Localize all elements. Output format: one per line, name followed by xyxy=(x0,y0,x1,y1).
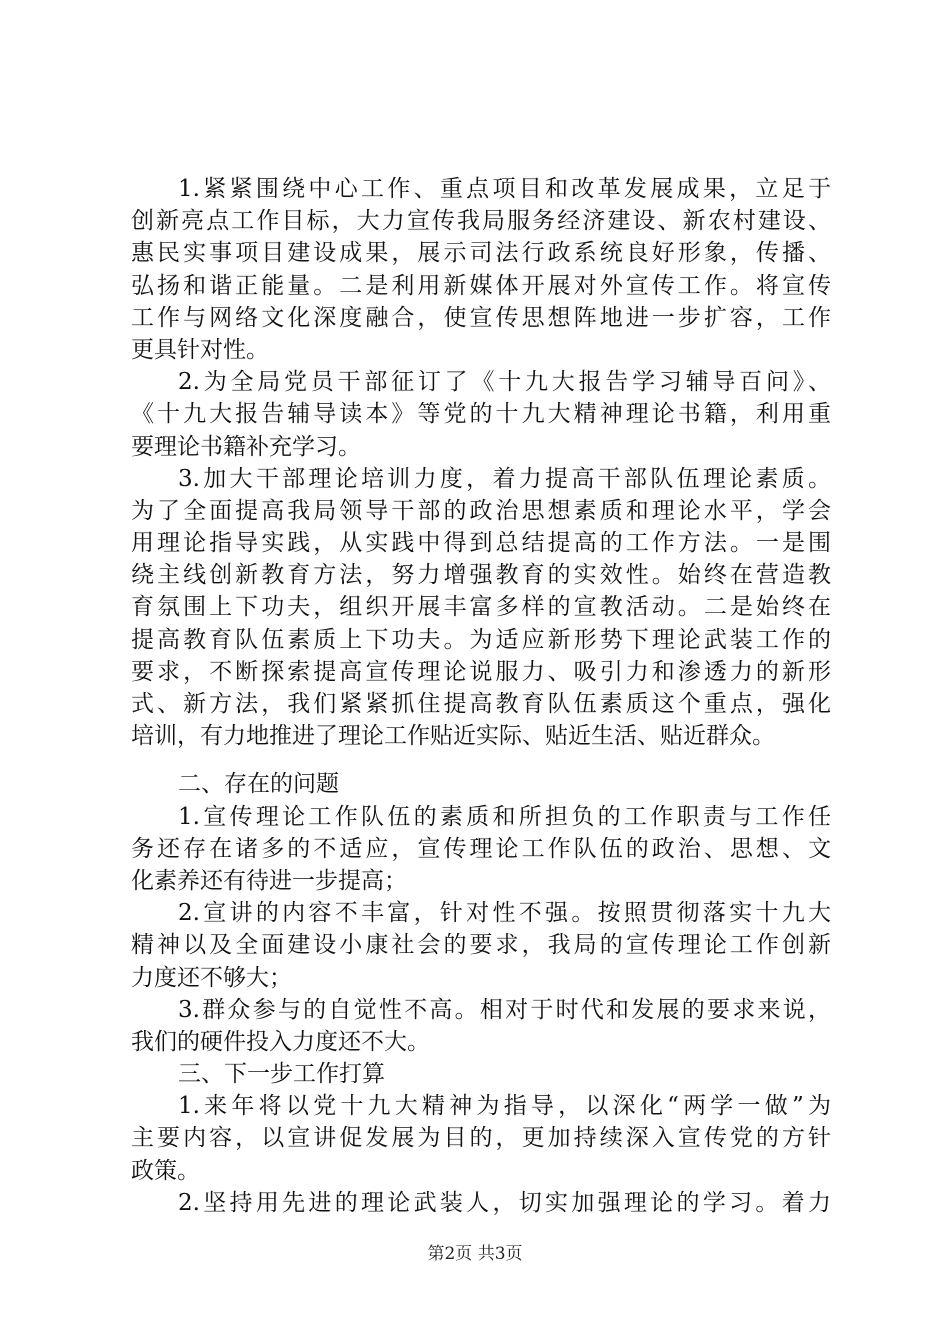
text-line: 工作与网络文化深度融合，使宣传思想阵地进一步扩容，工作 xyxy=(131,304,831,331)
section-heading: 三、下一步工作打算 xyxy=(178,1061,385,1088)
section-heading: 二、存在的问题 xyxy=(178,771,339,798)
text-line: 1.来年将以党十九大精神为指导，以深化“两学一做”为 xyxy=(178,1093,831,1120)
paragraph xyxy=(131,173,831,366)
text-line: 为了全面提高我局领导干部的政治思想素质和理论水平，学会 xyxy=(131,497,831,524)
text-line: 用理论指导实践，从实践中得到总结提高的工作方法。一是围 xyxy=(131,530,831,557)
text-line: 政策。 xyxy=(131,1157,200,1184)
document-body xyxy=(131,173,831,1219)
text-line: 2.为全局党员干部征订了《十九大报告学习辅导百问》、 xyxy=(178,369,831,396)
text-line: 式、新方法，我们紧紧抓住提高教育队伍素质这个重点，强化 xyxy=(131,691,831,717)
text-line: 3.加大干部理论培训力度，着力提高干部队伍理论素质。 xyxy=(178,465,831,492)
text-line: 培训，有力地推进了理论工作贴近实际、贴近生活、贴近群众。 xyxy=(131,723,775,750)
text-line: 力度还不够大； xyxy=(131,964,292,991)
text-line: 主要内容，以宣讲促发展为目的，更加持续深入宣传党的方针 xyxy=(131,1125,831,1152)
text-line: 务还存在诸多的不适应，宣传理论工作队伍的政治、思想、文 xyxy=(131,835,831,862)
text-line: 《十九大报告辅导读本》等党的十九大精神理论书籍，利用重 xyxy=(131,401,831,428)
text-line: 2.宣讲的内容不丰富，针对性不强。按照贯彻落实十九大 xyxy=(178,900,831,927)
text-line: 育氛围上下功夫，组织开展丰富多样的宣教活动。二是始终在 xyxy=(131,594,831,621)
page-footer: 第2页 共3页 xyxy=(427,1244,523,1264)
text-line: 提高教育队伍素质上下功夫。为适应新形势下理论武装工作的 xyxy=(131,626,831,653)
paragraph xyxy=(131,897,831,994)
text-line: 精神以及全面建设小康社会的要求，我局的宣传理论工作创新 xyxy=(131,932,831,959)
paragraph xyxy=(131,1090,831,1187)
text-line: 绕主线创新教育方法，努力增强教育的实效性。始终在营造教 xyxy=(131,562,831,589)
section-spacer xyxy=(131,752,831,768)
text-line: 我们的硬件投入力度还不大。 xyxy=(131,1028,430,1055)
paragraph xyxy=(131,994,831,1058)
text-line: 创新亮点工作目标，大力宣传我局服务经济建设、新农村建设、 xyxy=(131,208,831,235)
paragraph xyxy=(131,366,831,463)
text-line: 更具针对性。 xyxy=(131,336,269,363)
paragraph xyxy=(131,801,831,898)
text-line: 化素养还有待进一步提高； xyxy=(131,867,407,894)
text-line: 弘扬和谐正能量。二是利用新媒体开展对外宣传工作。将宣传 xyxy=(131,272,831,299)
text-line: 2.坚持用先进的理论武装人，切实加强理论的学习。着力 xyxy=(178,1189,831,1216)
text-line: 惠民实事项目建设成果，展示司法行政系统良好形象，传播、 xyxy=(131,240,831,267)
paragraph xyxy=(131,463,831,753)
text-line: 1.紧紧围绕中心工作、重点项目和改革发展成果，立足于 xyxy=(178,176,831,202)
text-line: 3.群众参与的自觉性不高。相对于时代和发展的要求来说， xyxy=(178,996,831,1023)
text-line: 要求，不断探索提高宣传理论说服力、吸引力和渗透力的新形 xyxy=(131,658,831,685)
text-line: 要理论书籍补充学习。 xyxy=(131,433,361,460)
text-line: 1.宣传理论工作队伍的素质和所担负的工作职责与工作任 xyxy=(178,803,831,830)
paragraph xyxy=(131,1187,831,1219)
